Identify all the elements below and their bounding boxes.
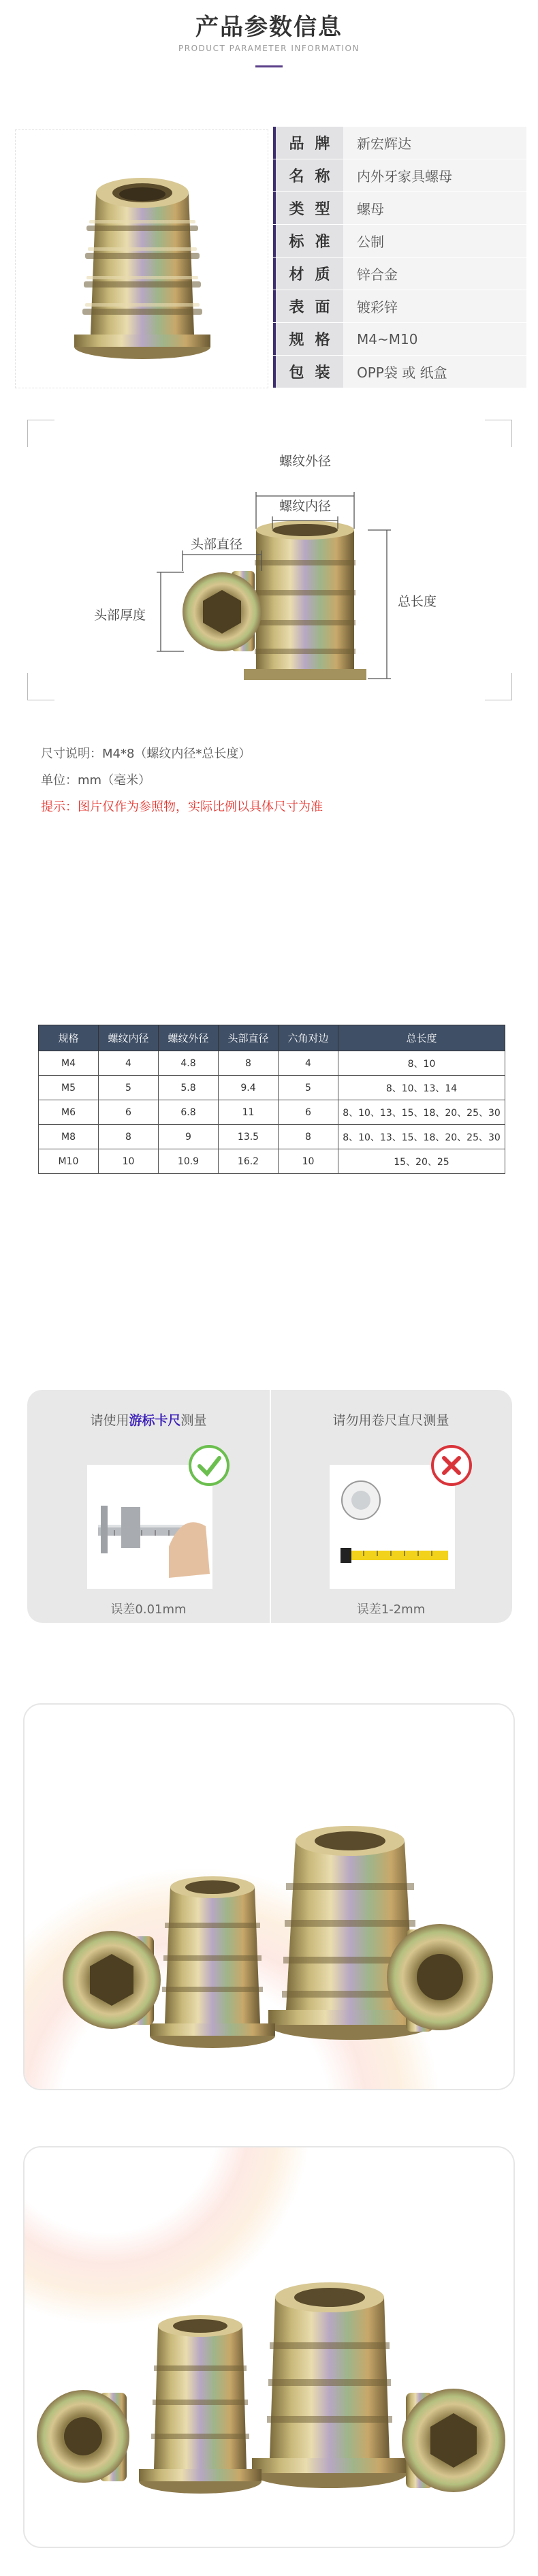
param-row-package (273, 356, 526, 388)
spec-header-cell: 六角对边 (279, 1025, 338, 1051)
product-showcase-1 (23, 1703, 515, 2090)
measurement-guide (27, 1390, 512, 1623)
table-row (39, 1076, 505, 1100)
table-cell: 8、10、13、15、18、20、25、30 (338, 1125, 505, 1149)
table-cell: 8、10 (338, 1051, 505, 1076)
spec-header-cell: 螺纹外径 (159, 1025, 219, 1051)
table-cell: 9.4 (219, 1076, 279, 1100)
page-title: 产品参数信息 (195, 14, 343, 41)
param-key: 材质 (273, 258, 343, 290)
table-cell: 6.8 (159, 1100, 219, 1125)
param-key: 包装 (273, 356, 343, 388)
param-row-type (273, 192, 526, 225)
table-cell: M4 (39, 1051, 99, 1076)
measure-correct-caption: 误差0.01mm (110, 1602, 187, 1617)
table-cell: 4 (279, 1051, 338, 1076)
page-subtitle: PRODUCT PARAMETER INFORMATION (178, 44, 360, 53)
param-value: 锌合金 (343, 258, 526, 290)
param-key: 表面 (273, 290, 343, 322)
param-key: 类型 (273, 192, 343, 224)
measure-title-text: 测量 (180, 1413, 207, 1428)
measure-correct-title (27, 1410, 270, 1429)
table-cell: M8 (39, 1125, 99, 1149)
spec-header-cell: 规格 (39, 1025, 99, 1051)
table-cell: 8 (99, 1125, 159, 1149)
param-row-name (273, 159, 526, 192)
spec-header-cell: 螺纹内径 (99, 1025, 159, 1051)
table-cell: 11 (219, 1100, 279, 1125)
param-row-brand (273, 127, 526, 159)
table-cell: 4.8 (159, 1051, 219, 1076)
measure-wrong-title: 请勿用卷尺直尺测量 (332, 1413, 449, 1428)
spec-header-row (39, 1025, 505, 1051)
table-cell: 8 (279, 1125, 338, 1149)
table-cell: 10 (99, 1149, 159, 1174)
measure-wrong-caption: 误差1-2mm (356, 1602, 426, 1617)
table-cell: 5 (99, 1076, 159, 1100)
label-total-length: 总长度 (398, 594, 437, 609)
table-cell: M6 (39, 1100, 99, 1125)
table-cell: 5.8 (159, 1076, 219, 1100)
param-value: 内外牙家具螺母 (343, 159, 526, 191)
label-head-diameter: 头部直径 (191, 537, 243, 552)
table-cell: 8、10、13、14 (338, 1076, 505, 1100)
size-notes (41, 744, 323, 824)
table-row (39, 1100, 505, 1125)
tip-note: 提示：图片仅作为参照物，实际比例以具体尺寸为准 (41, 800, 323, 814)
param-value: OPP袋 或 纸盒 (343, 356, 526, 388)
product-photo-insert (15, 129, 268, 388)
param-row-spec (273, 323, 526, 356)
label-inner-thread: 螺纹内径 (279, 499, 332, 514)
param-row-surface (273, 290, 526, 323)
param-value: M4~M10 (343, 323, 526, 355)
table-cell: 10.9 (159, 1149, 219, 1174)
param-key: 品牌 (273, 127, 343, 159)
param-value: 新宏辉达 (343, 127, 526, 159)
table-cell: 13.5 (219, 1125, 279, 1149)
measure-wrong (270, 1390, 512, 1623)
vernier-caliper-label: 游标卡尺 (129, 1413, 181, 1428)
measure-title-text: 请使用 (90, 1413, 129, 1428)
table-cell: 8、10、13、15、18、20、25、30 (338, 1100, 505, 1125)
section-header (0, 0, 538, 75)
label-outer-thread: 螺纹外径 (279, 454, 332, 469)
table-cell: 6 (279, 1100, 338, 1125)
param-value: 镀彩锌 (343, 290, 526, 322)
table-cell: 4 (99, 1051, 159, 1076)
table-cell: 15、20、25 (338, 1149, 505, 1174)
param-value: 公制 (343, 225, 526, 257)
label-head-thickness: 头部厚度 (94, 608, 146, 623)
param-key: 标准 (273, 225, 343, 257)
table-cell: 10 (279, 1149, 338, 1174)
table-cell: M10 (39, 1149, 99, 1174)
table-cell: 9 (159, 1125, 219, 1149)
table-cell: 8 (219, 1051, 279, 1076)
unit-note: 单位：mm（毫米） (41, 773, 151, 788)
spec-header-cell: 头部直径 (219, 1025, 279, 1051)
param-row-standard (273, 225, 526, 258)
title-underline (255, 65, 283, 67)
spec-header-cell: 总长度 (338, 1025, 505, 1051)
table-row (39, 1051, 505, 1076)
param-row-material (273, 258, 526, 290)
table-cell: 16.2 (219, 1149, 279, 1174)
product-showcase-2 (23, 2146, 515, 2548)
dimension-diagram (27, 420, 512, 700)
size-note: 尺寸说明：M4*8（螺纹内径*总长度） (41, 747, 251, 761)
check-icon (188, 1444, 230, 1487)
measure-correct (27, 1390, 270, 1623)
cross-icon (430, 1444, 473, 1487)
table-row (39, 1149, 505, 1174)
params-table (273, 127, 526, 388)
dimension-drawing (27, 420, 512, 700)
table-cell: M5 (39, 1076, 99, 1100)
param-key: 名称 (273, 159, 343, 191)
table-row (39, 1125, 505, 1149)
param-key: 规格 (273, 323, 343, 355)
table-cell: 5 (279, 1076, 338, 1100)
param-value: 螺母 (343, 192, 526, 224)
spec-table (38, 1025, 505, 1174)
table-cell: 6 (99, 1100, 159, 1125)
